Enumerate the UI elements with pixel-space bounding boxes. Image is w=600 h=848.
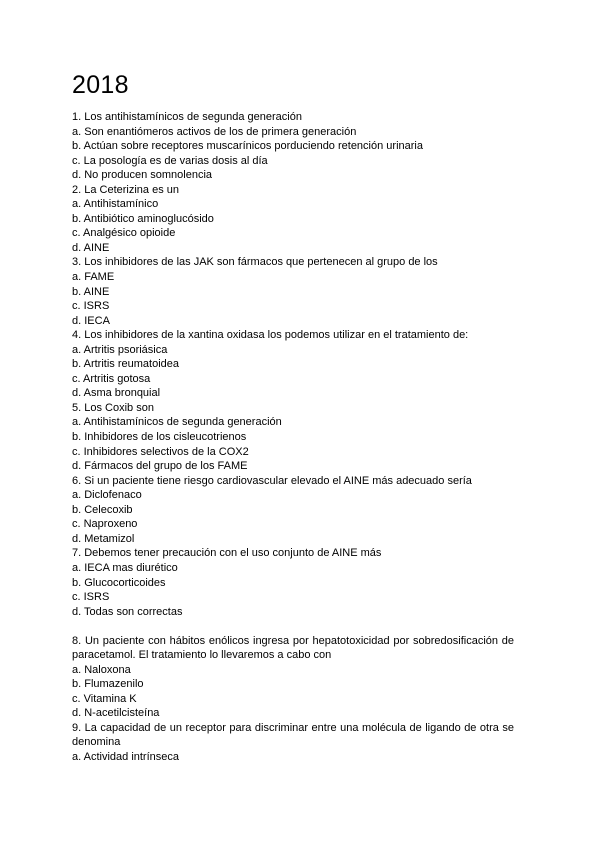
document-line: 5. Los Coxib son xyxy=(72,401,154,414)
document-line: 6. Si un paciente tiene riesgo cardiovascular elevado el AINE más adecuado sería xyxy=(72,474,472,487)
document-line: 4. Los inhibidores de la xantina oxidasa los podemos utilizar en el tratamiento de: xyxy=(72,329,469,342)
document-line: d. IECA xyxy=(72,314,110,327)
document-line: b. Artritis reumatoidea xyxy=(72,358,179,371)
document-line: c. ISRS xyxy=(72,300,110,313)
questions-1-to-7 xyxy=(72,110,514,619)
document-line: c. Vitamina K xyxy=(72,692,137,705)
document-line: c. La posología es de varias dosis al día xyxy=(72,154,268,167)
document-line: c. Artritis gotosa xyxy=(72,372,151,385)
document-line: d. No producen somnolencia xyxy=(72,169,213,182)
document-line: b. AINE xyxy=(72,285,110,298)
document-line: c. Inhibidores selectivos de la COX2 xyxy=(72,445,249,458)
document-line: 7. Debemos tener precaución con el uso conjunto de AINE más xyxy=(72,547,382,560)
document-line: a. IECA mas diurético xyxy=(72,561,178,574)
document-line: a. Son enantiómeros activos de los de primera generación xyxy=(72,125,357,138)
document-page xyxy=(72,70,514,765)
document-line: d. N-acetilcisteína xyxy=(72,707,160,720)
document-line: 2. La Ceterizina es un xyxy=(72,183,180,196)
document-line: 3. Los inhibidores de las JAK son fármacos que pertenecen al grupo de los xyxy=(72,256,438,269)
document-line: c. Naproxeno xyxy=(72,518,138,531)
document-line: d. Todas son correctas xyxy=(72,605,183,618)
document-line: b. Glucocorticoides xyxy=(72,576,166,589)
question-9-options xyxy=(72,750,514,765)
document-line: d. Asma bronquial xyxy=(72,387,161,400)
document-line: b. Celecoxib xyxy=(72,503,133,516)
document-line: a. FAME xyxy=(72,271,115,284)
document-line: d. Fármacos del grupo de los FAME xyxy=(72,460,248,473)
document-line: d. AINE xyxy=(72,241,110,254)
document-line: a. Artritis psoriásica xyxy=(72,343,168,356)
document-line: c. Analgésico opioide xyxy=(72,227,176,240)
document-line: a. Diclofenaco xyxy=(72,489,142,502)
document-line: b. Flumazenilo xyxy=(72,678,144,691)
document-line: a. Antihistamínicos de segunda generación xyxy=(72,416,282,429)
document-line: b. Actúan sobre receptores muscarínicos porduciendo retención urinaria xyxy=(72,140,423,153)
document-line: b. Inhibidores de los cisleucotrienos xyxy=(72,431,247,444)
question-9-stem: 9. La capacidad de un receptor para discriminar entre una molécula de ligando de otra se denomina xyxy=(72,721,514,749)
document-line: a. Naloxona xyxy=(72,663,131,676)
document-line: a. Antihistamínico xyxy=(72,198,159,211)
question-8-options xyxy=(72,663,514,721)
document-line: 1. Los antihistamínicos de segunda generación xyxy=(72,111,302,123)
document-line: d. Metamizol xyxy=(72,532,135,545)
document-line: c. ISRS xyxy=(72,591,110,604)
question-8-stem: 8. Un paciente con hábitos enólicos ingresa por hepatotoxicidad por sobredosificación de paracetamol. El tratamiento lo llevaremos a cabo con xyxy=(72,634,514,662)
document-line: b. Antibiótico aminoglucósido xyxy=(72,212,214,225)
page-title: 2018 xyxy=(72,71,129,99)
document-line: a. Actividad intrínseca xyxy=(72,751,180,764)
paragraph-gap xyxy=(72,619,514,634)
